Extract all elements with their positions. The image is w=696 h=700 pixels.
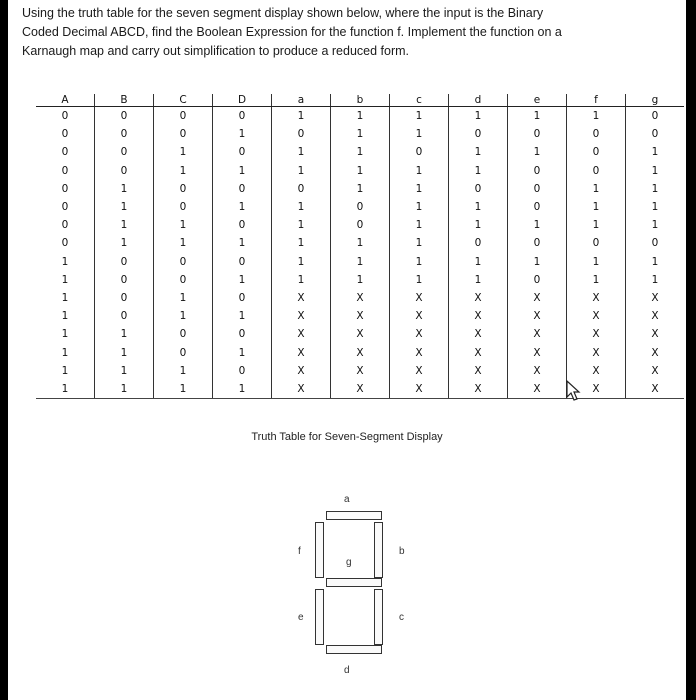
table-cell: X bbox=[626, 307, 685, 325]
table-cell: 1 bbox=[272, 198, 331, 216]
table-cell: 0 bbox=[95, 162, 154, 180]
table-cell: X bbox=[508, 289, 567, 307]
table-cell: 1 bbox=[272, 107, 331, 126]
table-cell: 0 bbox=[508, 162, 567, 180]
table-cell: 1 bbox=[272, 271, 331, 289]
column-header-B: B bbox=[95, 94, 154, 107]
segment-label-b: b bbox=[399, 546, 405, 557]
table-cell: 1 bbox=[61, 328, 69, 341]
table-cell: 1 bbox=[61, 255, 69, 268]
truth-table bbox=[36, 94, 684, 399]
table-row bbox=[36, 289, 684, 307]
table-cell: X bbox=[626, 343, 685, 361]
column-header-f: f bbox=[567, 94, 626, 107]
table-cell: 0 bbox=[95, 125, 154, 143]
table-cell: 0 bbox=[95, 271, 154, 289]
segment-g bbox=[326, 578, 382, 587]
table-cell: X bbox=[390, 343, 449, 361]
table-cell: 0 bbox=[213, 362, 272, 380]
table-row bbox=[36, 162, 684, 180]
segment-c bbox=[374, 589, 383, 645]
table-cell: 1 bbox=[154, 380, 213, 399]
table-cell: 0 bbox=[61, 110, 69, 123]
table-cell: 1 bbox=[61, 346, 69, 359]
table-cell: 0 bbox=[154, 325, 213, 343]
table-cell: X bbox=[567, 343, 626, 361]
table-cell: 1 bbox=[449, 253, 508, 271]
table-cell: 1 bbox=[36, 380, 95, 399]
table-cell: 1 bbox=[508, 143, 567, 161]
column-header-C: C bbox=[154, 94, 213, 107]
table-cell: 0 bbox=[626, 234, 685, 252]
segment-label-a: a bbox=[344, 494, 350, 505]
column-header-d: d bbox=[449, 94, 508, 107]
truth-table-body bbox=[36, 107, 684, 399]
table-cell: 1 bbox=[567, 198, 626, 216]
table-cell: X bbox=[508, 380, 567, 399]
table-cell: 0 bbox=[95, 289, 154, 307]
table-cell: 0 bbox=[61, 237, 69, 250]
table-cell: X bbox=[272, 289, 331, 307]
table-cell: 0 bbox=[61, 182, 69, 195]
table-cell: 1 bbox=[61, 310, 69, 323]
table-cell: 1 bbox=[95, 343, 154, 361]
table-cell: 0 bbox=[61, 164, 69, 177]
table-cell: 1 bbox=[626, 253, 685, 271]
table-cell: 0 bbox=[449, 180, 508, 198]
column-header-e: e bbox=[508, 94, 567, 107]
table-cell: 1 bbox=[213, 162, 272, 180]
table-cell: 0 bbox=[449, 125, 508, 143]
table-row bbox=[36, 143, 684, 161]
column-header-A: A bbox=[36, 94, 95, 107]
question-line-3: Karnaugh map and carry out simplification to produce a reduced form. bbox=[22, 44, 410, 58]
table-cell: 1 bbox=[390, 125, 449, 143]
column-header-b: b bbox=[331, 94, 390, 107]
table-cell: 1 bbox=[154, 234, 213, 252]
table-cell: X bbox=[449, 380, 508, 399]
table-cell: 0 bbox=[95, 253, 154, 271]
table-cell: 0 bbox=[95, 107, 154, 126]
table-cell: X bbox=[390, 325, 449, 343]
table-cell: 1 bbox=[626, 180, 685, 198]
table-cell: 0 bbox=[567, 162, 626, 180]
table-cell: 0 bbox=[154, 343, 213, 361]
table-cell: 0 bbox=[95, 307, 154, 325]
table-cell: X bbox=[390, 380, 449, 399]
table-cell: 1 bbox=[626, 216, 685, 234]
table-cell: 1 bbox=[61, 364, 69, 377]
table-cell: 1 bbox=[61, 291, 69, 304]
table-cell: X bbox=[449, 289, 508, 307]
table-cell: 0 bbox=[331, 198, 390, 216]
segment-f bbox=[315, 522, 324, 578]
table-row bbox=[36, 198, 684, 216]
segment-a bbox=[326, 511, 382, 520]
table-cell: X bbox=[567, 362, 626, 380]
table-cell: 0 bbox=[449, 234, 508, 252]
table-cell: 0 bbox=[154, 198, 213, 216]
table-cell: 1 bbox=[626, 162, 685, 180]
table-cell: X bbox=[390, 307, 449, 325]
table-cell: X bbox=[626, 362, 685, 380]
table-cell: 1 bbox=[154, 216, 213, 234]
table-cell: 1 bbox=[213, 125, 272, 143]
table-row bbox=[36, 380, 684, 399]
table-cell: 1 bbox=[626, 271, 685, 289]
table-cell: 0 bbox=[61, 128, 69, 141]
question-text bbox=[22, 4, 672, 61]
table-cell: 1 bbox=[449, 216, 508, 234]
table-cell: 1 bbox=[272, 234, 331, 252]
table-cell: X bbox=[449, 362, 508, 380]
table-cell: 1 bbox=[331, 107, 390, 126]
table-cell: X bbox=[626, 380, 685, 399]
table-cell: 0 bbox=[213, 216, 272, 234]
table-cell: 1 bbox=[390, 162, 449, 180]
column-header-g: g bbox=[626, 94, 685, 107]
table-cell: X bbox=[390, 289, 449, 307]
table-row bbox=[36, 325, 684, 343]
table-cell: X bbox=[626, 325, 685, 343]
table-row bbox=[36, 180, 684, 198]
table-cell: 1 bbox=[272, 162, 331, 180]
table-cell: X bbox=[508, 325, 567, 343]
table-cell: X bbox=[272, 325, 331, 343]
table-cell: 1 bbox=[61, 273, 69, 286]
table-cell: 1 bbox=[95, 325, 154, 343]
table-cell: 1 bbox=[154, 143, 213, 161]
table-cell: 1 bbox=[331, 253, 390, 271]
table-cell: 0 bbox=[626, 125, 685, 143]
table-caption: Truth Table for Seven-Segment Display bbox=[251, 431, 443, 443]
table-cell: 1 bbox=[213, 343, 272, 361]
table-cell: X bbox=[567, 289, 626, 307]
table-cell: 1 bbox=[567, 271, 626, 289]
table-cell: 1 bbox=[213, 271, 272, 289]
table-cell: 0 bbox=[154, 271, 213, 289]
table-cell: 0 bbox=[213, 325, 272, 343]
table-cell: 1 bbox=[390, 107, 449, 126]
table-cell: 0 bbox=[390, 143, 449, 161]
table-cell: X bbox=[272, 343, 331, 361]
table-cell: 1 bbox=[567, 216, 626, 234]
table-cell: 1 bbox=[213, 198, 272, 216]
table-cell: 0 bbox=[95, 143, 154, 161]
table-row bbox=[36, 234, 684, 252]
table-cell: X bbox=[449, 325, 508, 343]
table-cell: 1 bbox=[95, 216, 154, 234]
table-cell: X bbox=[331, 289, 390, 307]
table-row bbox=[36, 107, 684, 126]
table-cell: X bbox=[449, 307, 508, 325]
table-cell: 1 bbox=[95, 198, 154, 216]
segment-e bbox=[315, 589, 324, 645]
table-cell: 0 bbox=[61, 146, 69, 159]
table-cell: 1 bbox=[272, 253, 331, 271]
table-row bbox=[36, 125, 684, 143]
segment-label-g: g bbox=[346, 557, 352, 568]
table-cell: 0 bbox=[567, 125, 626, 143]
table-cell: X bbox=[567, 325, 626, 343]
document-page bbox=[8, 0, 686, 700]
table-cell: X bbox=[272, 307, 331, 325]
segment-label-f: f bbox=[298, 546, 301, 557]
table-cell: 0 bbox=[567, 143, 626, 161]
table-cell: X bbox=[272, 362, 331, 380]
segment-label-d: d bbox=[344, 665, 350, 676]
truth-table-header-row bbox=[36, 94, 684, 107]
mouse-cursor-icon bbox=[565, 380, 581, 402]
table-cell: 1 bbox=[95, 362, 154, 380]
table-cell: 0 bbox=[154, 107, 213, 126]
table-row bbox=[36, 271, 684, 289]
table-cell: X bbox=[272, 380, 331, 399]
table-cell: 0 bbox=[213, 107, 272, 126]
table-cell: 1 bbox=[567, 107, 626, 126]
table-cell: 0 bbox=[213, 253, 272, 271]
table-cell: 1 bbox=[272, 143, 331, 161]
table-cell: X bbox=[567, 380, 626, 399]
table-cell: 1 bbox=[626, 143, 685, 161]
segment-b bbox=[374, 522, 383, 578]
table-cell: 1 bbox=[449, 143, 508, 161]
table-cell: 1 bbox=[508, 253, 567, 271]
table-cell: 0 bbox=[154, 180, 213, 198]
table-cell: 1 bbox=[95, 380, 154, 399]
table-cell: X bbox=[331, 362, 390, 380]
table-cell: 0 bbox=[508, 180, 567, 198]
table-cell: X bbox=[449, 343, 508, 361]
table-cell: 1 bbox=[331, 162, 390, 180]
table-cell: X bbox=[626, 289, 685, 307]
table-cell: X bbox=[331, 380, 390, 399]
table-cell: 1 bbox=[95, 234, 154, 252]
table-cell: 1 bbox=[213, 380, 272, 399]
table-cell: 1 bbox=[390, 253, 449, 271]
table-cell: 1 bbox=[567, 253, 626, 271]
table-cell: 1 bbox=[331, 271, 390, 289]
column-header-D: D bbox=[213, 94, 272, 107]
table-cell: 0 bbox=[508, 125, 567, 143]
table-cell: X bbox=[331, 325, 390, 343]
segment-label-c: c bbox=[399, 612, 404, 623]
table-cell: 1 bbox=[626, 198, 685, 216]
column-header-c: c bbox=[390, 94, 449, 107]
table-cell: 1 bbox=[331, 234, 390, 252]
table-cell: X bbox=[508, 362, 567, 380]
table-cell: 0 bbox=[508, 234, 567, 252]
table-cell: 1 bbox=[449, 162, 508, 180]
table-row bbox=[36, 362, 684, 380]
table-cell: X bbox=[331, 307, 390, 325]
table-cell: 1 bbox=[390, 271, 449, 289]
table-cell: 1 bbox=[390, 198, 449, 216]
table-cell: 1 bbox=[508, 107, 567, 126]
table-cell: 0 bbox=[626, 107, 685, 126]
table-cell: 1 bbox=[213, 234, 272, 252]
table-cell: 1 bbox=[154, 289, 213, 307]
table-cell: 1 bbox=[331, 143, 390, 161]
table-cell: 1 bbox=[154, 162, 213, 180]
table-cell: 0 bbox=[272, 180, 331, 198]
table-cell: 0 bbox=[154, 125, 213, 143]
table-cell: 1 bbox=[213, 307, 272, 325]
table-cell: 1 bbox=[390, 216, 449, 234]
table-cell: X bbox=[331, 343, 390, 361]
table-cell: X bbox=[508, 307, 567, 325]
question-line-1: Using the truth table for the seven segment display shown below, where the input is the Binary bbox=[22, 6, 544, 20]
table-cell: 0 bbox=[61, 219, 69, 232]
segment-label-e: e bbox=[298, 612, 304, 623]
table-cell: 1 bbox=[508, 216, 567, 234]
question-line-2: Coded Decimal ABCD, find the Boolean Expression for the function f. Implement the function on a bbox=[22, 25, 562, 39]
table-cell: 1 bbox=[331, 180, 390, 198]
table-cell: 1 bbox=[567, 180, 626, 198]
table-cell: 0 bbox=[508, 271, 567, 289]
table-cell: 1 bbox=[449, 271, 508, 289]
table-cell: 1 bbox=[449, 198, 508, 216]
table-cell: 1 bbox=[390, 180, 449, 198]
table-cell: 1 bbox=[154, 362, 213, 380]
table-cell: 0 bbox=[272, 125, 331, 143]
table-row bbox=[36, 216, 684, 234]
table-cell: X bbox=[567, 307, 626, 325]
table-cell: 0 bbox=[508, 198, 567, 216]
table-cell: 0 bbox=[331, 216, 390, 234]
table-cell: 1 bbox=[95, 180, 154, 198]
table-cell: 1 bbox=[331, 125, 390, 143]
table-cell: 0 bbox=[567, 234, 626, 252]
column-header-a: a bbox=[272, 94, 331, 107]
table-cell: 1 bbox=[154, 307, 213, 325]
table-cell: 0 bbox=[213, 143, 272, 161]
table-cell: 0 bbox=[61, 201, 69, 214]
table-row bbox=[36, 343, 684, 361]
segment-d bbox=[326, 645, 382, 654]
table-cell: 1 bbox=[390, 234, 449, 252]
table-cell: X bbox=[390, 362, 449, 380]
table-cell: 0 bbox=[213, 180, 272, 198]
table-row bbox=[36, 307, 684, 325]
table-row bbox=[36, 253, 684, 271]
table-cell: 0 bbox=[154, 253, 213, 271]
table-cell: 1 bbox=[449, 107, 508, 126]
table-cell: X bbox=[508, 343, 567, 361]
table-cell: 1 bbox=[272, 216, 331, 234]
table-cell: 0 bbox=[213, 289, 272, 307]
